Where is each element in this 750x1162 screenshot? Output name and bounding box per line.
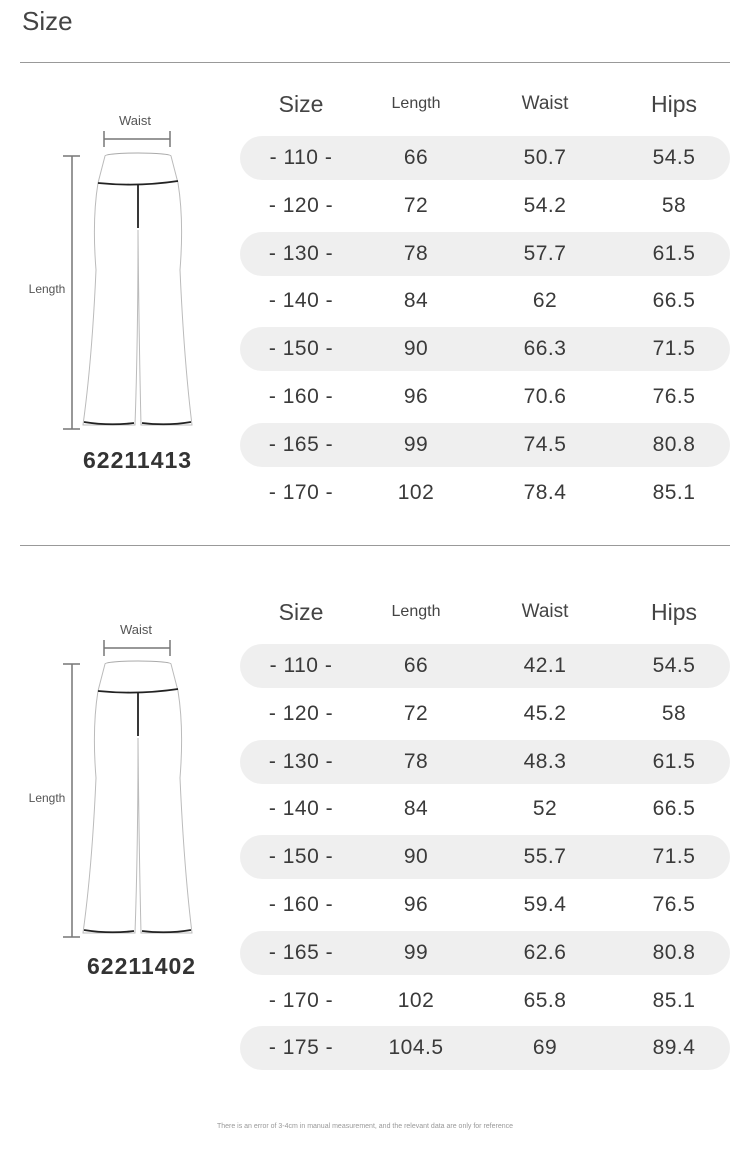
cell-hips: 80.8 [652,940,696,964]
header-hips: Hips [650,599,697,625]
cell-waist: 66.3 [523,337,567,361]
cell-hips: 66.5 [652,797,696,821]
table-row [240,423,730,467]
cell-hips: 58 [661,193,687,217]
cell-waist: 55.7 [523,845,567,869]
table-row [240,232,730,276]
waist-label: Waist [119,622,153,637]
cell-waist: 62.6 [523,940,567,964]
table-header [240,80,730,128]
cell-hips: 85.1 [652,988,696,1012]
cell-size: - 120 - [268,701,334,725]
cell-waist: 42.1 [523,654,567,677]
table-row [240,184,730,228]
table-row [240,787,730,831]
cell-waist: 57.7 [523,241,567,265]
cell-size: - 130 - [268,241,334,265]
cell-length: 72 [403,193,429,217]
table-header [240,588,730,636]
length-label: Length [28,791,66,805]
header-waist: Waist [521,601,569,622]
cell-size: - 170 - [268,480,334,504]
cell-waist: 52 [532,797,558,821]
table-row [240,835,730,879]
length-label: Length [28,282,66,296]
table-row [240,692,730,736]
cell-waist: 54.2 [523,193,567,217]
table-row [240,979,730,1023]
cell-length: 99 [403,940,429,964]
pants-diagram [20,110,220,440]
cell-hips: 58 [661,701,687,725]
table-row [240,1026,730,1070]
cell-waist: 70.6 [523,384,567,408]
table-row [240,471,730,515]
cell-waist: 48.3 [523,749,567,773]
cell-size: - 110 - [269,146,333,169]
cell-size: - 110 - [269,654,333,677]
cell-hips: 89.4 [652,1036,696,1060]
cell-size: - 120 - [268,193,334,217]
cell-hips: 71.5 [652,845,696,869]
cell-size: - 160 - [268,892,334,916]
table-row [240,375,730,419]
cell-size: - 140 - [268,289,334,313]
cell-length: 72 [403,701,429,725]
cell-length: 104.5 [388,1036,444,1060]
cell-length: 84 [403,289,429,313]
table-row [240,644,730,688]
divider [20,62,730,63]
cell-waist: 59.4 [523,892,567,916]
cell-hips: 54.5 [652,654,696,677]
header-waist: Waist [521,93,569,114]
cell-length: 66 [403,146,429,169]
pants-diagram [20,618,220,948]
cell-hips: 76.5 [652,384,696,408]
header-size: Size [278,599,324,625]
cell-waist: 78.4 [523,480,567,504]
cell-waist: 45.2 [523,701,567,725]
size-table [240,80,730,518]
cell-hips: 76.5 [652,892,696,916]
cell-size: - 175 - [268,1036,334,1060]
cell-length: 78 [403,749,429,773]
header-length: Length [391,95,441,112]
cell-waist: 65.8 [523,988,567,1012]
cell-size: - 140 - [268,797,334,821]
footnote: There is an error of 3-4cm in manual measurement, and the relevant data are only for reference [216,1123,514,1130]
cell-hips: 71.5 [652,337,696,361]
table-row [240,327,730,371]
model-code: 62211402 [87,953,197,979]
waist-label: Waist [118,113,152,128]
cell-size: - 150 - [268,845,334,869]
header-length: Length [391,603,441,620]
table-row [240,883,730,927]
cell-length: 102 [397,480,435,504]
header-hips: Hips [650,91,697,117]
cell-waist: 50.7 [523,146,567,169]
cell-length: 96 [403,892,429,916]
cell-length: 66 [403,654,429,677]
cell-length: 96 [403,384,429,408]
table-row [240,136,730,180]
cell-length: 84 [403,797,429,821]
cell-size: - 170 - [268,988,334,1012]
cell-length: 102 [397,988,435,1012]
cell-hips: 66.5 [652,289,696,313]
table-row [240,740,730,784]
cell-waist: 69 [532,1036,558,1060]
cell-size: - 165 - [268,432,334,456]
cell-size: - 150 - [268,337,334,361]
cell-hips: 85.1 [652,480,696,504]
page-title: Size [22,6,73,36]
header-size: Size [278,91,324,117]
cell-size: - 165 - [268,940,334,964]
cell-size: - 130 - [268,749,334,773]
cell-hips: 61.5 [652,749,696,773]
cell-length: 90 [403,337,429,361]
size-table [240,588,730,1074]
table-row [240,931,730,975]
cell-hips: 61.5 [652,241,696,265]
divider [20,545,730,546]
cell-length: 78 [403,241,429,265]
cell-hips: 80.8 [652,432,696,456]
cell-waist: 62 [532,289,558,313]
cell-length: 90 [403,845,429,869]
cell-length: 99 [403,432,429,456]
cell-size: - 160 - [268,384,334,408]
model-code: 62211413 [83,447,193,473]
cell-hips: 54.5 [652,146,696,169]
table-row [240,279,730,323]
cell-waist: 74.5 [523,432,567,456]
